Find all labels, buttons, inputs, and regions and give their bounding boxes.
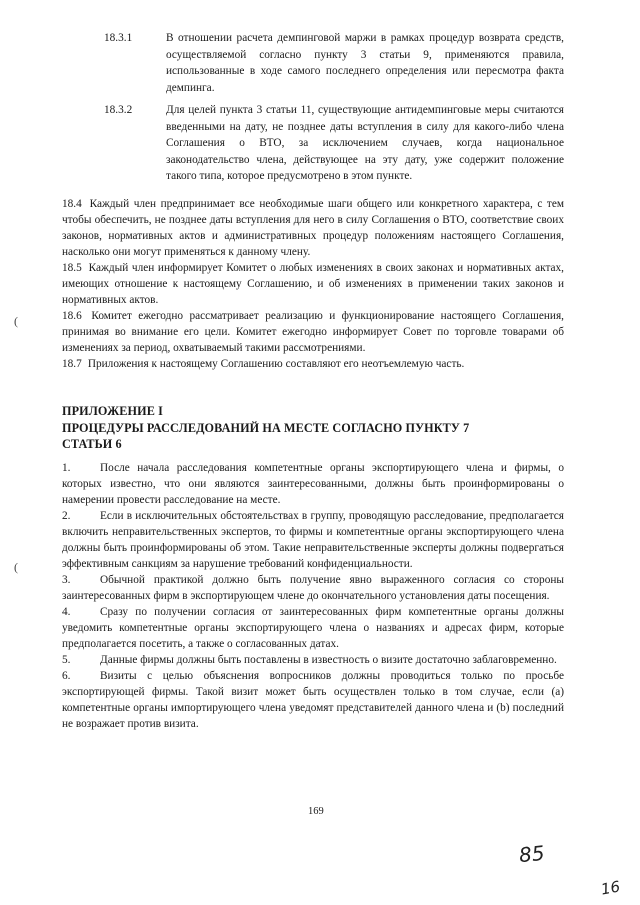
item-text: Если в исключительных обстоятельствах в группу, проводящую расследование, предполагается включить неправительственных экспертов, то фирмы и компетентные органы экспортирующего члена должны быть проинформированы об этом. Такие неправительственные эксперты должны подвергаться эффективным санкциям за нарушение требований конфиденциальности. [62,510,564,570]
item-number: 2. [62,510,71,522]
handwritten-number: 16 [599,877,622,899]
clause-number: 18.5 [62,262,82,274]
annex-heading [62,403,562,453]
clause-text: Каждый член информирует Комитет о любых изменениях в своих законах и нормативных актах, имеющих отношение к настоящему Соглашению, и об изменениях в применении таких законов и нормативных актов. [62,262,565,306]
clause-text: Приложения к настоящему Соглашению составляют его неотъемлемую часть. [87,358,465,370]
clause-number: 18.4 [62,198,82,210]
margin-bracket-mark: ( [14,314,18,328]
item-text: Обычной практикой должно быть получение явно выраженного согласия со стороны заинтересованных фирм в экспортирующем члене до окончательного установления даты посещения. [62,574,564,602]
annex-subtitle-continued: СТАТЬИ 6 [62,437,122,451]
page-number: 169 [308,806,324,817]
clause-text: Для целей пункта 3 статьи 11, существующие антидемпинговые меры считаются введенными на дату, не позднее даты вступления в силу для какого-либо члена Соглашения о ВТО, за исключением случаев, когда национальное законодательство члена, действующее на эту дату, уже содержит положение такого типа, которое предусмотрено в этом пункте. [166,104,564,182]
clause-number: 18.6 [62,310,82,322]
annex-item-4 [62,604,564,652]
clause-18-6 [62,308,564,356]
clause-number: 18.7 [62,358,82,370]
clause-18-5 [62,260,564,308]
item-text: Сразу по получении согласия от заинтересованных фирм компетентные органы должны уведомить компетентные органы экспортирующего члена о названиях и адресах фирм, которые предполагается посетить, а также о согласованных датах. [62,606,564,650]
clause-18-3-1 [104,30,564,96]
annex-subtitle: ПРОЦЕДУРЫ РАССЛЕДОВАНИЙ НА МЕСТЕ СОГЛАСНО ПУНКТУ 7 [62,420,470,435]
item-number: 3. [62,574,71,586]
annex-item-3 [62,572,564,604]
annex-item-6 [62,668,564,732]
clause-18-7 [62,356,564,372]
clause-text: В отношении расчета демпинговой маржи в рамках процедур возврата средств, осуществляемой согласно пункту 3 статьи 9, применяются правила, использованные в ходе самого последнего определения или пересмотра факта демпинга. [166,32,564,94]
annex-title: ПРИЛОЖЕНИЕ I [62,404,163,418]
clause-number: 18.3.2 [104,104,133,116]
item-number: 4. [62,606,71,618]
clause-number: 18.3.1 [104,32,133,44]
item-number: 1. [62,462,71,474]
clause-text: Комитет ежегодно рассматривает реализацию и функционирование настоящего Соглашения, принимая во внимание его цели. Комитет ежегодно информирует Совет по торговле товарами об изменениях за период, охватываемый такими рассмотрениями. [62,310,564,354]
item-text: Данные фирмы должны быть поставлены в известность о визите достаточно заблаговременно. [100,654,557,666]
handwritten-number: 85 [517,840,546,868]
clauses-18-4-to-18-7 [62,196,564,372]
annex-item-2 [62,508,564,572]
item-number: 5. [62,654,71,666]
margin-bracket-mark: ( [14,560,18,574]
annex-item-1 [62,460,564,508]
annex-items [62,460,564,732]
item-number: 6. [62,670,71,682]
clause-text: Каждый член предпринимает все необходимые шаги общего или конкретного характера, с тем чтобы обеспечить, не позднее даты вступления для него в силу Соглашения о ВТО, соответствие своих законов, нормативных актов и административных процедур положениям настоящего Соглашения, насколько они могут применяться к данному члену. [62,198,564,258]
clause-18-4 [62,196,564,260]
clause-18-3-2 [104,102,564,185]
annex-item-5 [62,652,564,668]
item-text: Визиты с целью объяснения вопросников должны проводиться только по просьбе экспортирующей фирмы. Такой визит может быть осуществлен только в том случае, если (a) компетентные органы импортирующего члена уведомят представителей данного члена и (b) последний не возражает против визита. [62,670,564,730]
item-text: После начала расследования компетентные органы экспортирующего члена и фирмы, о которых известно, что они являются заинтересованными, должны быть проинформированы о намерении провести расследование на месте. [62,462,564,506]
